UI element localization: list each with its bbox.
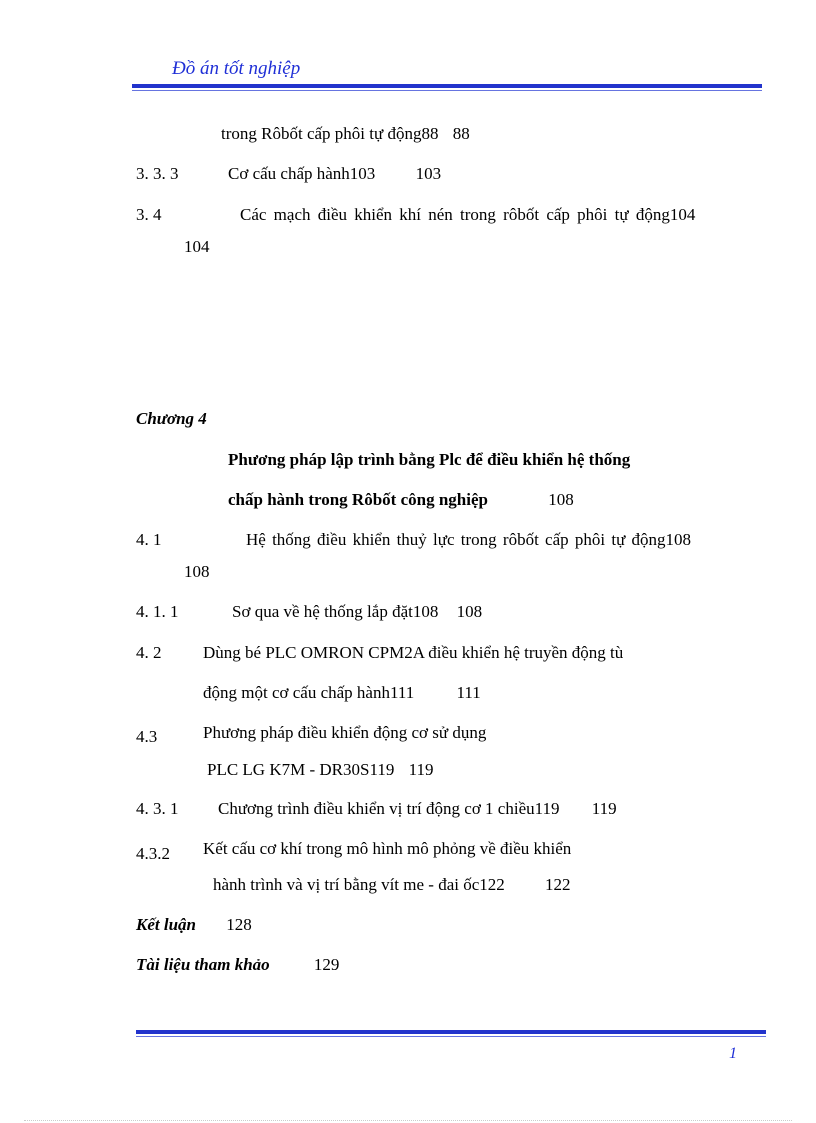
toc-entry-text: động một cơ cấu chấp hành111 bbox=[203, 683, 415, 702]
toc-entry-text: Tài liệu tham khảo bbox=[136, 955, 270, 974]
toc-entry-page: 129 bbox=[313, 955, 340, 974]
toc-entry-4-3-2-line2 bbox=[213, 875, 571, 895]
toc-entry-page: 103 bbox=[415, 164, 442, 183]
toc-entry-continued bbox=[221, 124, 470, 144]
toc-entry-text: Kết luận bbox=[136, 915, 196, 934]
toc-entry-page: 88 bbox=[452, 124, 470, 143]
toc-entry-4-2-line1: Dùng bé PLC OMRON CPM2A điều khiển hệ truyền động tù bbox=[203, 643, 624, 662]
toc-entry-text: Sơ qua về hệ thống lắp đặt108 bbox=[232, 602, 439, 621]
toc-entry-text: trong Rôbốt cấp phôi tự động88 bbox=[221, 124, 439, 143]
page-bottom-border bbox=[24, 1120, 792, 1121]
toc-entry-4-3-line2 bbox=[207, 760, 433, 780]
toc-entry-number: 4. 2 bbox=[136, 643, 162, 662]
header-rule bbox=[132, 84, 762, 91]
toc-entry-number: 4.3 bbox=[136, 727, 158, 746]
toc-entry-text: PLC LG K7M - DR30S119 bbox=[207, 760, 395, 779]
toc-entry-4-2-line2 bbox=[203, 683, 481, 703]
toc-entry-4-3-line1: Phương pháp điều khiển động cơ sử dụng bbox=[203, 723, 487, 742]
toc-entry-number: 4. 1 bbox=[136, 530, 162, 549]
chapter-title-text: chấp hành trong Rôbốt công nghiệp bbox=[228, 490, 488, 509]
toc-entry-page: 111 bbox=[456, 683, 481, 702]
toc-entry-page: 122 bbox=[545, 875, 571, 894]
toc-entry-conclusion bbox=[136, 915, 252, 935]
toc-entry-text: hành trình và vị trí bằng vít me - đai ốc122 bbox=[213, 875, 505, 894]
toc-entry-page: 108 bbox=[548, 490, 574, 509]
toc-entry-page: 104 bbox=[184, 237, 210, 256]
toc-entry-number: 3. 3. 3 bbox=[136, 164, 179, 183]
page-number: 1 bbox=[729, 1045, 737, 1062]
toc-entry-page: 108 bbox=[456, 602, 483, 621]
toc-entry-4-3-2-line1: Kết cấu cơ khí trong mô hình mô phỏng về điều khiển bbox=[203, 839, 572, 858]
toc-entry-number: 3. 4 bbox=[136, 205, 162, 224]
footer-rule bbox=[136, 1030, 766, 1037]
chapter-title-line1: Phương pháp lập trình bằng Plc để điều khiển hệ thống bbox=[228, 450, 631, 469]
toc-entry-number: 4. 1. 1 bbox=[136, 602, 179, 621]
toc-entry-4-3-1 bbox=[218, 799, 617, 819]
toc-entry-text: Cơ cấu chấp hành103 bbox=[228, 164, 376, 183]
chapter-title-line2 bbox=[228, 490, 574, 510]
toc-entry-page: 119 bbox=[408, 760, 434, 779]
toc-entry-number: 4.3.2 bbox=[136, 844, 170, 863]
toc-entry-page: 119 bbox=[591, 799, 617, 818]
toc-entry-number: 4. 3. 1 bbox=[136, 799, 179, 818]
toc-entry-3-4: Các mạch điều khiển khí nén trong rôbốt cấp phôi tự động104 bbox=[240, 205, 696, 224]
toc-entry-page: 108 bbox=[184, 562, 210, 581]
toc-entry-4-1: Hệ thống điều khiển thuỷ lực trong rôbốt cấp phôi tự động108 bbox=[246, 530, 692, 549]
header-title: Đồ án tốt nghiệp bbox=[172, 58, 301, 79]
toc-entry-4-1-1 bbox=[232, 602, 482, 622]
toc-entry-3-3-3 bbox=[228, 164, 441, 184]
toc-entry-references bbox=[136, 955, 339, 975]
toc-entry-page: 128 bbox=[226, 915, 252, 934]
toc-entry-text: Chương trình điều khiển vị trí động cơ 1 chiều119 bbox=[218, 799, 560, 818]
chapter-label: Chương 4 bbox=[136, 409, 207, 428]
